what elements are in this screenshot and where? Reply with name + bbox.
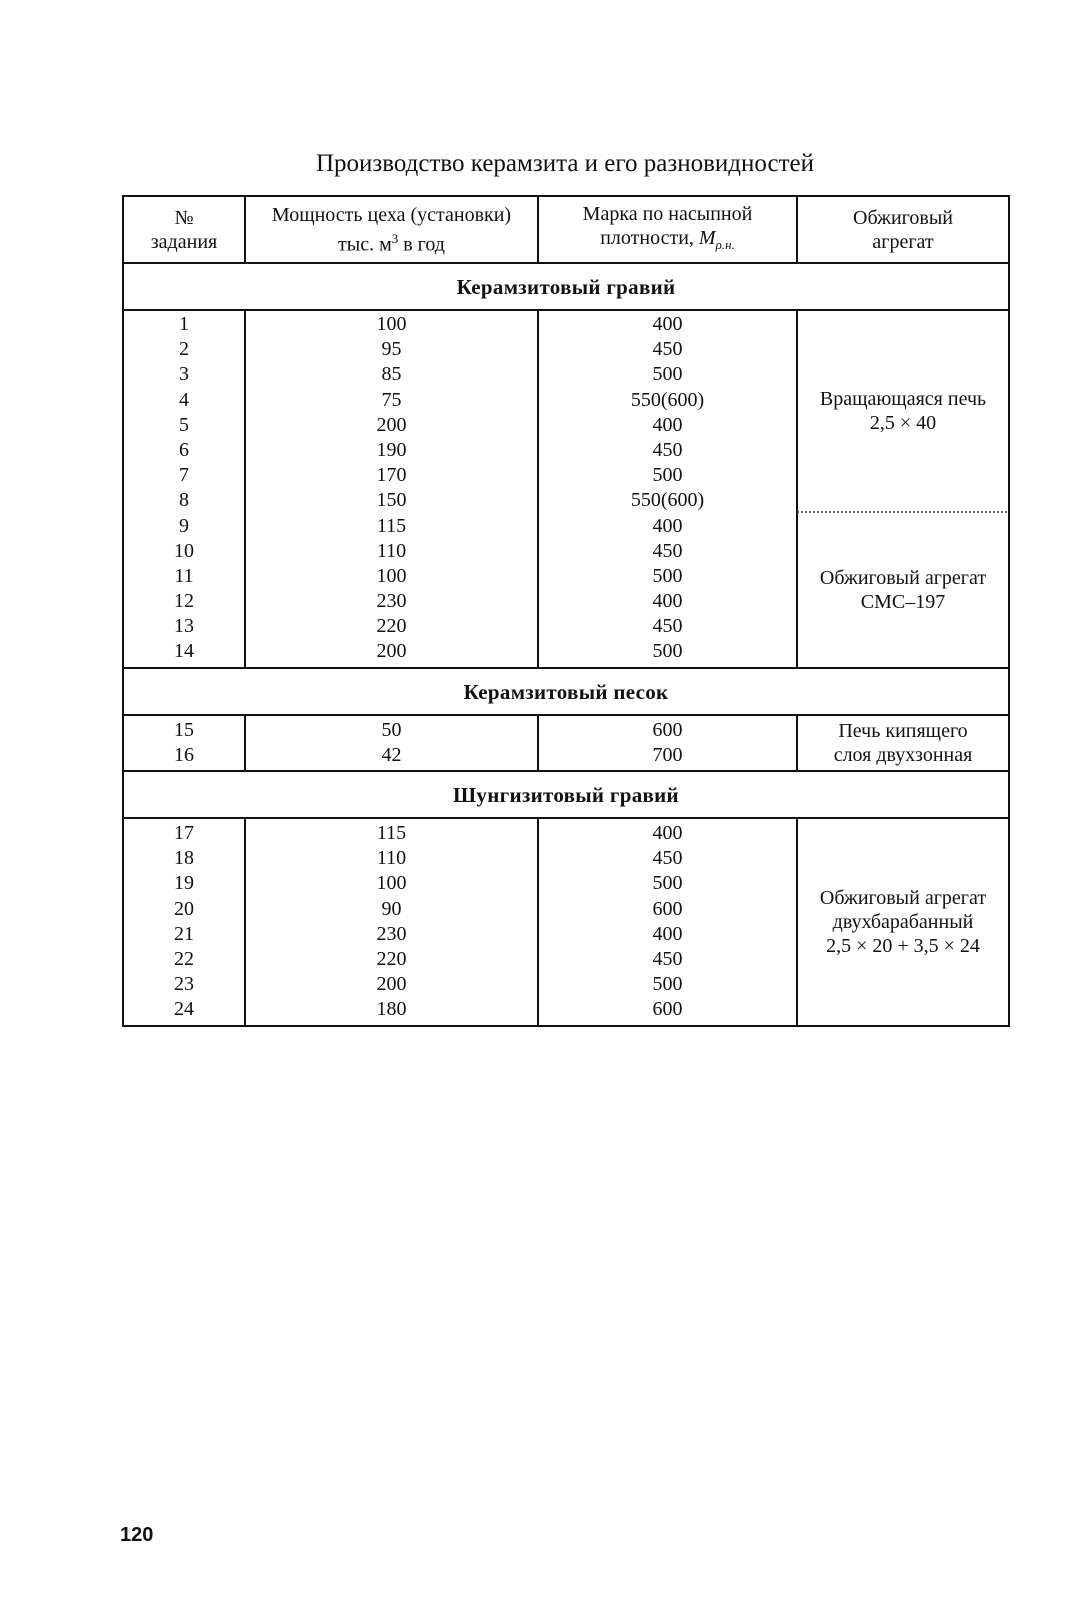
kiln-sms-line1: Обжиговый агрегат bbox=[819, 567, 987, 589]
header-capacity-exponent: 3 bbox=[391, 230, 399, 246]
table-row-grade: 500 bbox=[652, 464, 683, 487]
header-grade-symbol: M bbox=[698, 227, 716, 249]
table-row-grade: 500 bbox=[652, 564, 683, 587]
kiln-rotary-line2: 2,5 × 40 bbox=[869, 412, 937, 434]
kiln-double-drum bbox=[797, 818, 1009, 1026]
header-kiln-line1: Обжиговый bbox=[853, 206, 953, 229]
column-grade-section3 bbox=[538, 821, 797, 1023]
table-row-number: 18 bbox=[174, 847, 194, 870]
table-row-capacity: 95 bbox=[381, 338, 402, 361]
table-row-grade: 700 bbox=[652, 744, 683, 767]
table-row-number: 5 bbox=[179, 413, 189, 436]
table-row-capacity: 150 bbox=[376, 489, 407, 512]
table-row-grade: 400 bbox=[652, 922, 683, 945]
table-row-number: 10 bbox=[174, 539, 194, 562]
header-number-line1: № bbox=[174, 206, 194, 229]
column-grade-section2 bbox=[538, 718, 797, 768]
table-row-capacity: 190 bbox=[376, 438, 407, 461]
table-row-number: 14 bbox=[174, 640, 194, 663]
table-row-number: 15 bbox=[174, 719, 194, 741]
table-row-capacity: 85 bbox=[381, 363, 402, 386]
header-capacity-period: в год bbox=[398, 233, 445, 256]
kiln-fluidized-bed-line1: Печь кипящего bbox=[838, 720, 968, 742]
column-number-section2 bbox=[123, 718, 245, 768]
kiln-sms-line2: СМС–197 bbox=[860, 591, 946, 613]
table-row-capacity: 100 bbox=[376, 564, 407, 587]
table-row-capacity: 90 bbox=[381, 897, 402, 920]
kiln-double-drum-line1: Обжиговый агрегат bbox=[819, 887, 987, 909]
table-row-capacity: 200 bbox=[376, 413, 407, 436]
kiln-rotary-line1: Вращающаяся печь bbox=[819, 388, 987, 410]
table-row-grade: 400 bbox=[652, 514, 683, 537]
table-row-capacity: 42 bbox=[381, 744, 402, 767]
table-row-capacity: 75 bbox=[381, 388, 402, 411]
section-title-shungizite-gravel: Шунгизитовый гравий bbox=[453, 782, 679, 807]
table-row-grade: 550(600) bbox=[630, 388, 705, 411]
table-row-number: 20 bbox=[174, 897, 194, 920]
table-row-capacity: 115 bbox=[376, 514, 407, 537]
table-row-number: 7 bbox=[179, 464, 189, 487]
table-row-capacity: 230 bbox=[376, 590, 407, 613]
table-row-grade: 500 bbox=[652, 973, 683, 996]
header-kiln bbox=[797, 196, 1009, 263]
header-capacity bbox=[245, 196, 538, 263]
header-grade-prefix: плотности, bbox=[600, 227, 699, 249]
column-number-section1 bbox=[123, 312, 245, 665]
kiln-double-drum-line3: 2,5 × 20 + 3,5 × 24 bbox=[826, 935, 980, 957]
table-row-grade: 500 bbox=[652, 363, 683, 386]
kiln-fluidized-bed bbox=[797, 715, 1009, 771]
table-row-grade: 450 bbox=[652, 338, 683, 361]
column-grade-section1 bbox=[538, 312, 797, 665]
table-row-capacity: 180 bbox=[376, 998, 407, 1021]
header-grade-line1: Марка по насыпной bbox=[582, 203, 753, 225]
column-capacity-section1 bbox=[245, 312, 538, 665]
table-row-number: 2 bbox=[179, 338, 189, 361]
table-row-number: 19 bbox=[174, 872, 194, 895]
header-number-line2: задания bbox=[150, 230, 218, 253]
kiln-fluidized-bed-line2: слоя двухзонная bbox=[833, 744, 973, 766]
table-row-grade: 600 bbox=[652, 897, 683, 920]
table-row-grade: 500 bbox=[652, 872, 683, 895]
table-row-number: 16 bbox=[174, 744, 194, 767]
header-grade-line2 bbox=[600, 226, 735, 257]
table-row-capacity: 115 bbox=[376, 822, 407, 844]
kiln-rotary bbox=[797, 310, 1009, 512]
column-capacity-section2 bbox=[245, 718, 538, 768]
table-row-number: 23 bbox=[174, 973, 194, 996]
table-row-grade: 400 bbox=[652, 313, 683, 335]
table-row-capacity: 200 bbox=[376, 640, 407, 663]
table-row-grade: 550(600) bbox=[630, 489, 705, 512]
table-row-number: 21 bbox=[174, 922, 194, 945]
table-caption: Производство керамзита и его разновидностей bbox=[315, 150, 815, 177]
table-row-grade: 400 bbox=[652, 590, 683, 613]
table-row-number: 3 bbox=[179, 363, 189, 386]
table-row-grade: 450 bbox=[652, 539, 683, 562]
table-row-grade: 400 bbox=[652, 822, 683, 844]
header-capacity-unit: тыс. м bbox=[338, 233, 392, 256]
table-row-number: 1 bbox=[179, 313, 189, 335]
table-row-number: 22 bbox=[174, 947, 194, 970]
table-row-number: 8 bbox=[179, 489, 189, 512]
table-row-capacity: 220 bbox=[376, 615, 407, 638]
table-row-capacity: 220 bbox=[376, 947, 407, 970]
table-row-grade: 600 bbox=[652, 719, 683, 741]
table-row-capacity: 110 bbox=[376, 539, 407, 562]
table-row-number: 12 bbox=[174, 590, 194, 613]
header-capacity-line1: Мощность цеха (установки) bbox=[271, 203, 512, 226]
header-kiln-line2: агрегат bbox=[872, 230, 934, 253]
table-row-number: 4 bbox=[179, 388, 189, 411]
table-row-grade: 450 bbox=[652, 438, 683, 461]
table-row-number: 17 bbox=[174, 822, 194, 844]
table-row-number: 6 bbox=[179, 438, 189, 461]
table-row-grade: 500 bbox=[652, 640, 683, 663]
table-row-grade: 400 bbox=[652, 413, 683, 436]
table-row-capacity: 110 bbox=[376, 847, 407, 870]
table-row-capacity: 100 bbox=[376, 872, 407, 895]
section-title-expanded-clay-gravel: Керамзитовый гравий bbox=[456, 274, 676, 299]
table-row-grade: 450 bbox=[652, 947, 683, 970]
header-grade-subscript: ρ.н. bbox=[715, 237, 735, 252]
table-row-capacity: 230 bbox=[376, 922, 407, 945]
page-number: 120 bbox=[120, 1524, 154, 1546]
kiln-sms bbox=[797, 512, 1009, 668]
header-grade bbox=[538, 196, 797, 263]
table-row-number: 13 bbox=[174, 615, 194, 638]
header-capacity-line2 bbox=[338, 227, 445, 257]
column-number-section3 bbox=[123, 821, 245, 1023]
table-row-capacity: 200 bbox=[376, 973, 407, 996]
table-row-number: 9 bbox=[179, 514, 189, 537]
section-title-expanded-clay-sand: Керамзитовый песок bbox=[463, 679, 669, 704]
table-row-grade: 600 bbox=[652, 998, 683, 1021]
column-capacity-section3 bbox=[245, 821, 538, 1023]
table-row-capacity: 170 bbox=[376, 464, 407, 487]
kiln-double-drum-line2: двухбарабанный bbox=[832, 911, 974, 933]
table-row-grade: 450 bbox=[652, 847, 683, 870]
table-row-grade: 450 bbox=[652, 615, 683, 638]
header-number bbox=[123, 196, 245, 263]
table-row-capacity: 100 bbox=[376, 313, 407, 335]
table-row-capacity: 50 bbox=[381, 719, 402, 741]
table-row-number: 24 bbox=[174, 998, 194, 1021]
table-row-number: 11 bbox=[174, 564, 194, 587]
